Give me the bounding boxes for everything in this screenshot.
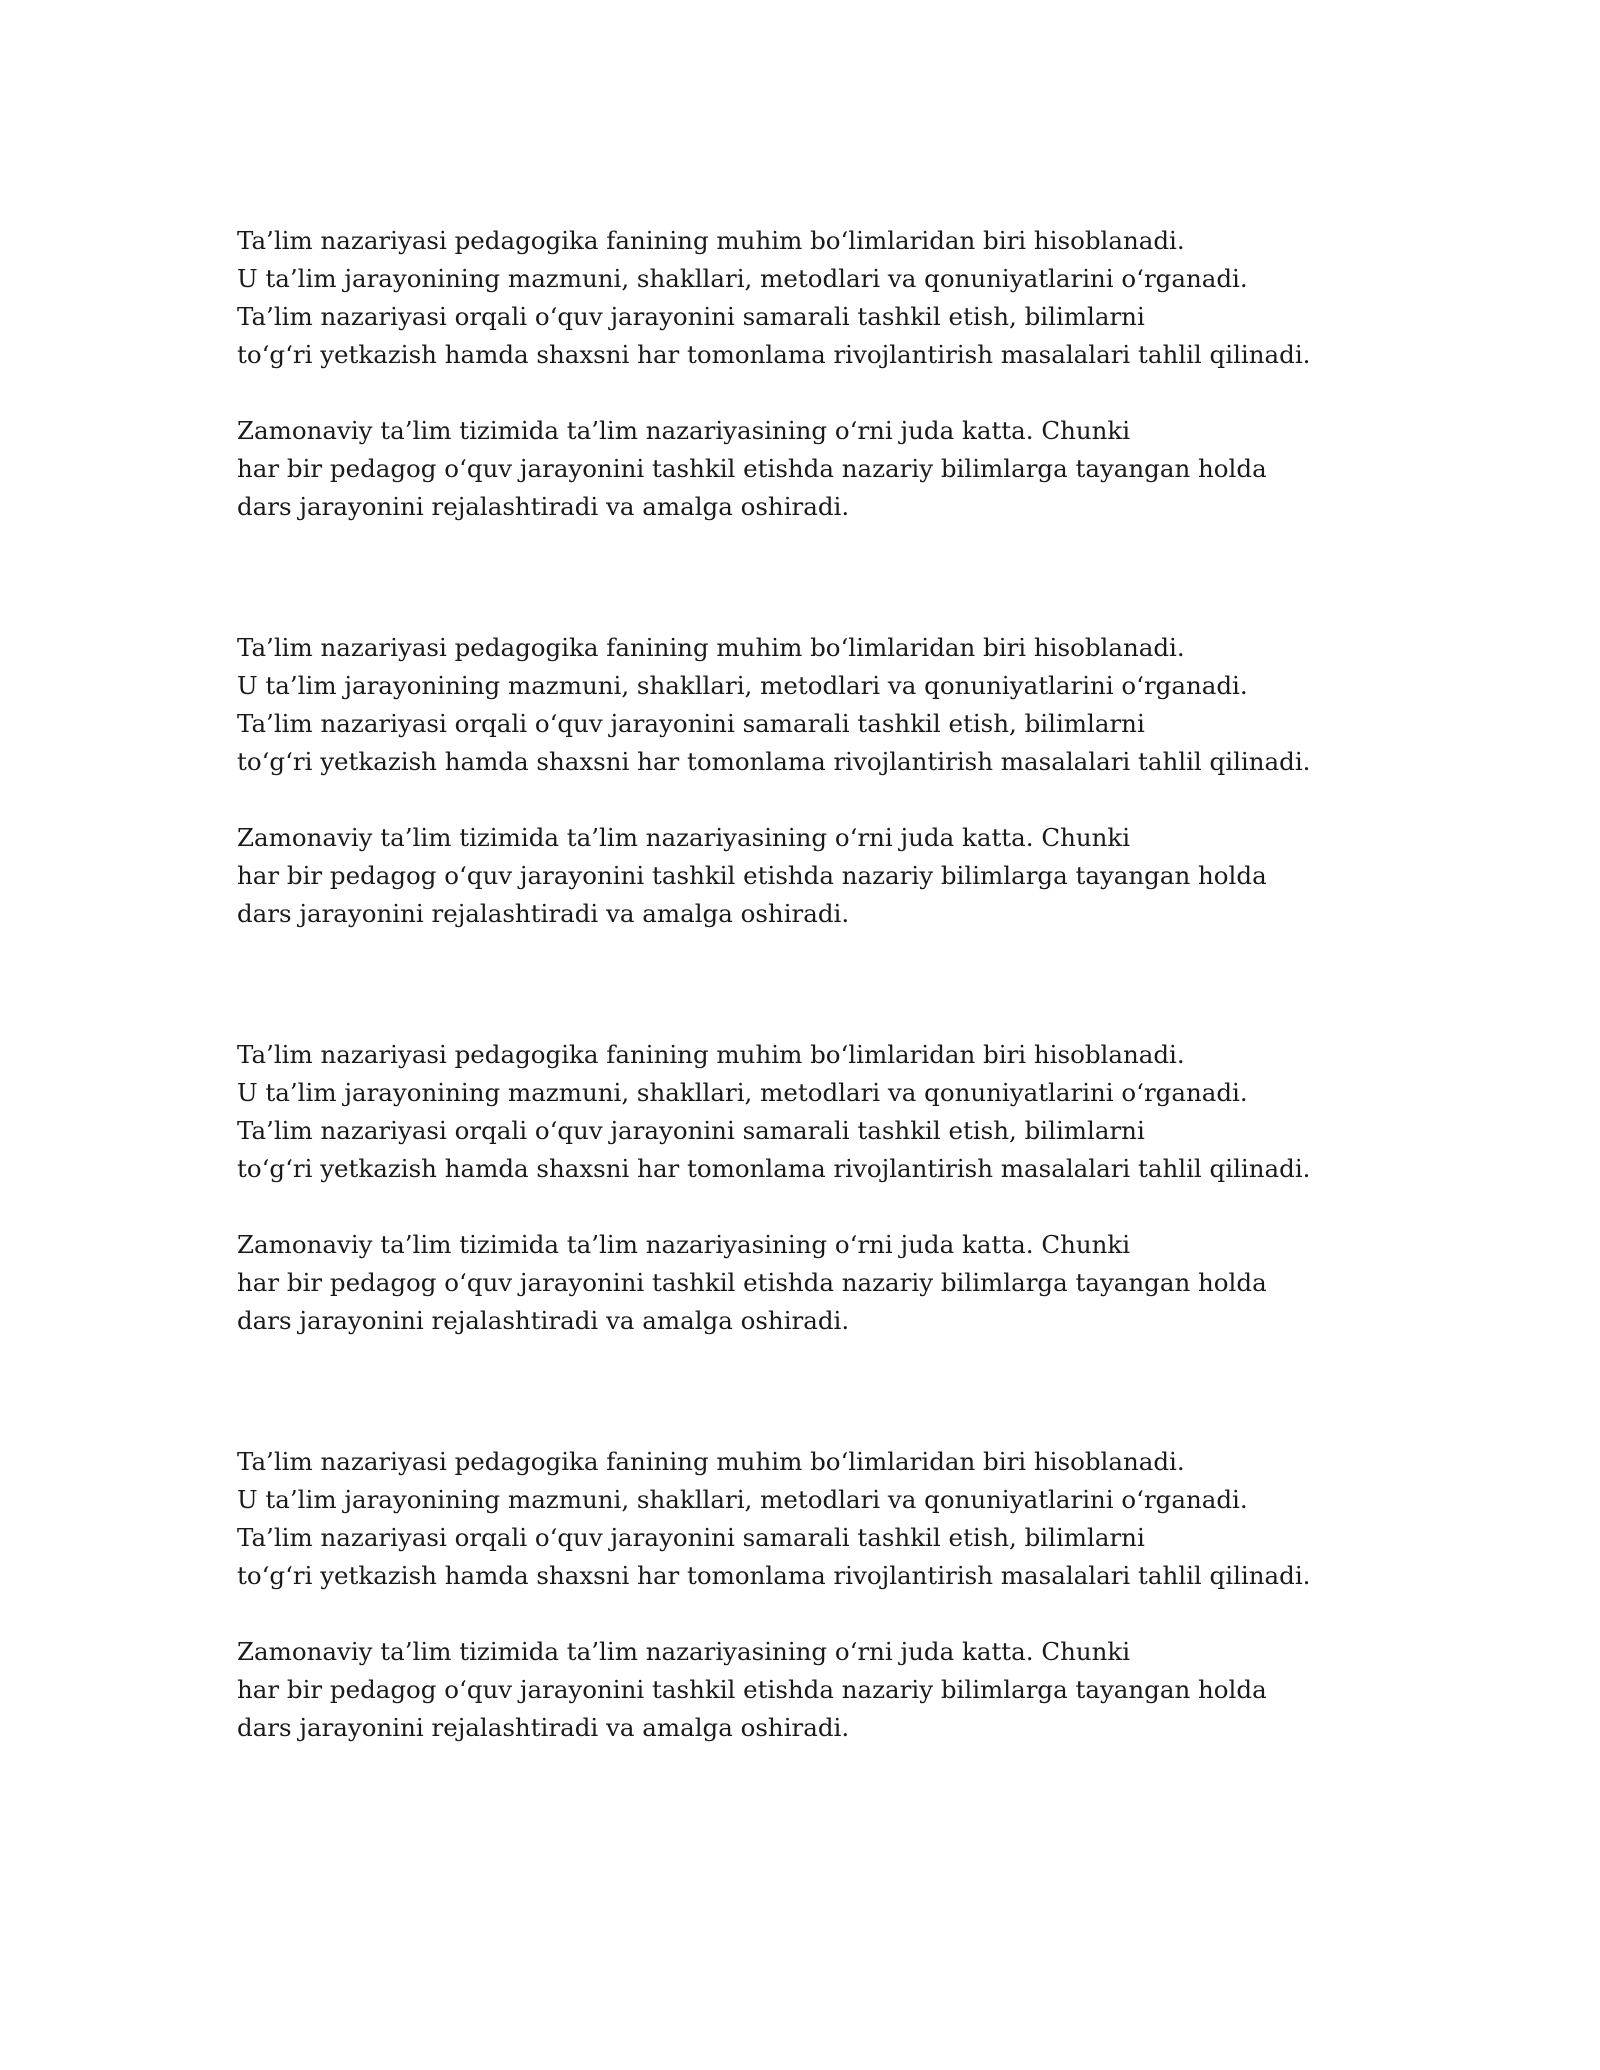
text-line: U ta’lim jarayonining mazmuni, shakllari, metodlari va qonuniyatlarini oʻrganadi. (237, 264, 1248, 293)
paragraph-modern (237, 1633, 1437, 1747)
text-section (237, 1443, 1437, 1747)
text-section (237, 629, 1437, 933)
text-line: toʻgʻri yetkazish hamda shaxsni har tomonlama rivojlantirish masalalari tahlil qilinadi. (237, 1561, 1311, 1590)
text-line: dars jarayonini rejalashtiradi va amalga oshiradi. (237, 1713, 850, 1742)
text-line: har bir pedagog oʻquv jarayonini tashkil etishda nazariy bilimlarga tayangan holda (237, 861, 1267, 890)
text-line: Zamonaviy ta’lim tizimida ta’lim nazariyasining oʻrni juda katta. Chunki (237, 1230, 1131, 1259)
text-line: Ta’lim nazariyasi orqali oʻquv jarayonini samarali tashkil etish, bilimlarni (237, 1116, 1145, 1145)
text-line: Ta’lim nazariyasi pedagogika fanining muhim boʻlimlaridan biri hisoblanadi. (237, 633, 1185, 662)
paragraph-intro (237, 1443, 1437, 1595)
document-body (237, 222, 1437, 1850)
text-line: Zamonaviy ta’lim tizimida ta’lim nazariyasining oʻrni juda katta. Chunki (237, 416, 1131, 445)
text-line: Ta’lim nazariyasi orqali oʻquv jarayonini samarali tashkil etish, bilimlarni (237, 1523, 1145, 1552)
text-line: har bir pedagog oʻquv jarayonini tashkil etishda nazariy bilimlarga tayangan holda (237, 1675, 1267, 1704)
text-line: Ta’lim nazariyasi orqali oʻquv jarayonini samarali tashkil etish, bilimlarni (237, 709, 1145, 738)
text-line: toʻgʻri yetkazish hamda shaxsni har tomonlama rivojlantirish masalalari tahlil qilinadi. (237, 747, 1311, 776)
text-line: dars jarayonini rejalashtiradi va amalga oshiradi. (237, 492, 850, 521)
text-line: Ta’lim nazariyasi pedagogika fanining muhim boʻlimlaridan biri hisoblanadi. (237, 1447, 1185, 1476)
paragraph-modern (237, 819, 1437, 933)
paragraph-modern (237, 412, 1437, 526)
text-line: Zamonaviy ta’lim tizimida ta’lim nazariyasining oʻrni juda katta. Chunki (237, 823, 1131, 852)
text-line: Zamonaviy ta’lim tizimida ta’lim nazariyasining oʻrni juda katta. Chunki (237, 1637, 1131, 1666)
text-line: U ta’lim jarayonining mazmuni, shakllari, metodlari va qonuniyatlarini oʻrganadi. (237, 671, 1248, 700)
text-line: U ta’lim jarayonining mazmuni, shakllari, metodlari va qonuniyatlarini oʻrganadi. (237, 1078, 1248, 1107)
text-line: Ta’lim nazariyasi pedagogika fanining muhim boʻlimlaridan biri hisoblanadi. (237, 226, 1185, 255)
text-line: toʻgʻri yetkazish hamda shaxsni har tomonlama rivojlantirish masalalari tahlil qilinadi. (237, 340, 1311, 369)
text-line: dars jarayonini rejalashtiradi va amalga oshiradi. (237, 1306, 850, 1335)
text-line: har bir pedagog oʻquv jarayonini tashkil etishda nazariy bilimlarga tayangan holda (237, 454, 1267, 483)
text-line: dars jarayonini rejalashtiradi va amalga oshiradi. (237, 899, 850, 928)
paragraph-modern (237, 1226, 1437, 1340)
paragraph-intro (237, 629, 1437, 781)
text-line: har bir pedagog oʻquv jarayonini tashkil etishda nazariy bilimlarga tayangan holda (237, 1268, 1267, 1297)
text-line: Ta’lim nazariyasi pedagogika fanining muhim boʻlimlaridan biri hisoblanadi. (237, 1040, 1185, 1069)
paragraph-intro (237, 222, 1437, 374)
text-line: Ta’lim nazariyasi orqali oʻquv jarayonini samarali tashkil etish, bilimlarni (237, 302, 1145, 331)
text-section (237, 222, 1437, 526)
text-line: toʻgʻri yetkazish hamda shaxsni har tomonlama rivojlantirish masalalari tahlil qilinadi. (237, 1154, 1311, 1183)
paragraph-intro (237, 1036, 1437, 1188)
text-section (237, 1036, 1437, 1340)
text-line: U ta’lim jarayonining mazmuni, shakllari, metodlari va qonuniyatlarini oʻrganadi. (237, 1485, 1248, 1514)
